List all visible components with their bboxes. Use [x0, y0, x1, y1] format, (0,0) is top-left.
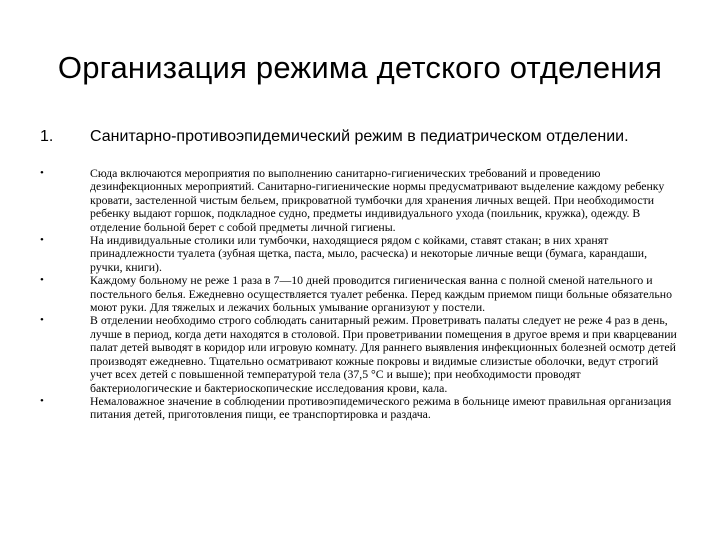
slide-title: Организация режима детского отделения [57, 50, 663, 85]
list-item [40, 234, 680, 274]
bullet-icon: • [40, 394, 44, 407]
list-item-text: На индивидуальные столики или тумбочки, находящиеся рядом с койками, ставят стакан; в них хранят принадлежности туалета (зубная щетка, паста, мыло, расческа) и некоторые личные вещи (бумага, карандаши, ручки, книги). [90, 233, 648, 274]
bullet-list [40, 167, 680, 422]
bullet-icon: • [40, 274, 44, 287]
list-item-text: Каждому больному не реже 1 раза в 7—10 дней проводится гигиеническая ванна с полной сменой нательного и постельного белья. Ежедневно осуществляется туалет ребенка. Перед каждым приемом пищи больные обязательно моют руки. Для тяжелых и лежачих больных умывание организуют у постели. [90, 273, 673, 315]
list-item [40, 167, 680, 234]
list-item-text: Сюда включаются мероприятия по выполнению санитарно-гигиенических требований и проведению дезинфекционных мероприятий. Санитарно-гигиенические нормы предусматривают выделение каждому ребенку кровати, застеленной чистым бельем, прикроватной тумбочки для хранения личных вещей. При необходимости ребенку выдают горшок, подкладное судно, предметы индивидуального ухода (поильник, кружка), одежду. В отделение больной берет с собой предметы личной гигиены. [90, 166, 665, 234]
bullet-icon: • [40, 314, 44, 327]
list-item [40, 395, 680, 422]
bullet-icon: • [40, 167, 44, 179]
list-item [40, 314, 680, 394]
list-item-text: В отделении необходимо строго соблюдать санитарный режим. Проветривать палаты следует не реже 4 раз в день, лучше в период, когда дети находятся в столовой. При проветривании помещения в другое время и при кварцевании палат детей выводят в коридор или игровую комнату. Для раннего выявления инфекционных болезней осмотр детей производят ежедневно. Тщательно осматривают кожные покровы и видимые слизистые оболочки, ведут строгий учет всех детей с повышенной температурой тела (37,5 °С и выше); при необходимости проводят бактериологические и бактериоскопические исследования крови, кала. [90, 313, 677, 395]
section-number: 1. [40, 128, 54, 145]
bullet-icon: • [40, 234, 44, 247]
section-heading: Санитарно-противоэпидемический режим в педиатрическом отделении. [90, 128, 629, 145]
list-item [40, 274, 680, 314]
list-item-text: Немаловажное значение в соблюдении противоэпидемического режима в больнице имеют правильная организация питания детей, приготовления пищи, ее транспортировка и раздача. [90, 393, 672, 422]
